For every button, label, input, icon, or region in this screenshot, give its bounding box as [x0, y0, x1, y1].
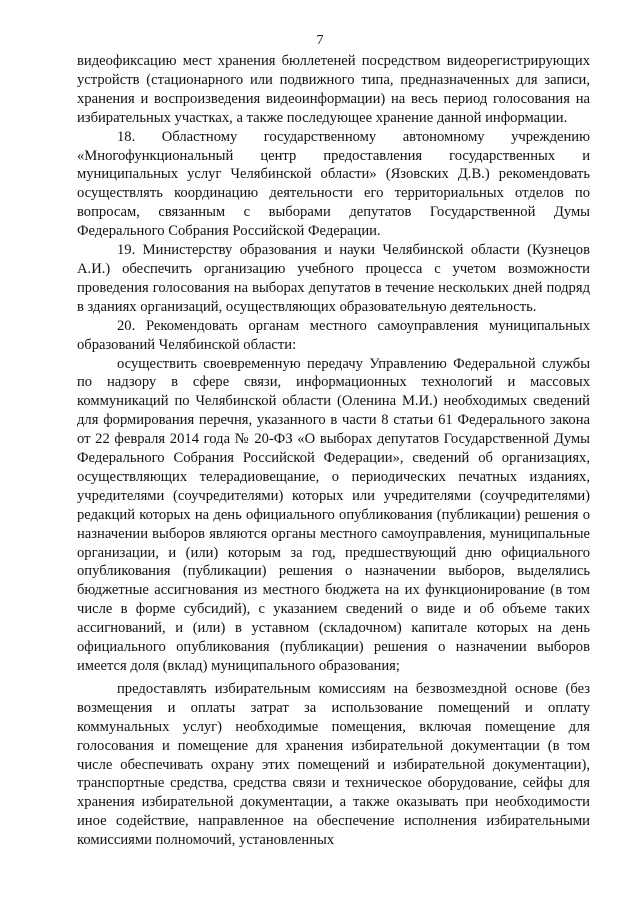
paragraph-item-18: 18. Областному государственному автономному учреждению «Многофункциональный центр предоставления государственных и муниципальных услуг Челябинской области» (Язовских Д.В.) рекомендовать осуществлять координацию деятельности его территориальных отделов по вопросам, связанным с выборами депутатов Государственной Думы Федерального Собрания Российской Федерации. [77, 128, 590, 240]
paragraph-continuation: видеофиксацию мест хранения бюллетеней посредством видеорегистрирующих устройств (стационарного или подвижного типа, предназначенных для записи, хранения и воспроизведения видеоинформации) на весь период голосования на избирательных участках, а также последующее хранение данной информации. [77, 53, 590, 126]
document-body [77, 52, 590, 850]
paragraph-item-19: 19. Министерству образования и науки Челябинской области (Кузнецов А.И.) обеспечить организацию учебного процесса с учетом возможности проведения голосования на выборах депутатов в течение нескольких дней подряд в зданиях организаций, осуществляющих образовательную деятельность. [77, 242, 590, 315]
paragraph-item-20: 20. Рекомендовать органам местного самоуправления муниципальных образований Челябинской области: [77, 317, 590, 353]
paragraph-item-20-provide-premises: предоставлять избирательным комиссиям на безвозмездной основе (без возмещения и оплаты затрат за использование помещений и оплату коммунальных услуг) необходимые помещения, включая помещение для голосования и помещение для хранения избирательной документации (в том числе обеспечивать охрану этих помещений и избирательной документации), транспортные средства, средства связи и техническое оборудование, сейфы для хранения избирательной документации, а также оказывать при необходимости иное содействие, направленное на обеспечение исполнения избирательными комиссиями полномочий, установленных [77, 680, 590, 849]
page-number: 7 [316, 33, 324, 48]
paragraph-item-20-transfer-data: осуществить своевременную передачу Управлению Федеральной службы по надзору в сфере связи, информационных технологий и массовых коммуникаций по Челябинской области (Оленина М.И.) необходимых сведений для формирования перечня, указанного в части 8 статьи 61 Федерального закона от 22 февраля 2014 года № 20-ФЗ «О выборах депутатов Государственной Думы Федерального Собрания Российской Федерации», сведений об организациях, осуществляющих телерадиовещание, о периодических печатных изданиях, учредителями (соучредителями) которых или учредителями (соучредителями) редакций которых на день официального опубликования (публикации) решения о назначении выборов являются органы местного самоуправления, муниципальные организации, и (или) которым за год, предшествующий дню официального опубликования (публикации) решения о назначении выборов, выделялись бюджетные ассигнования из местного бюджета на их функционирование (в том числе в форме субсидий), с указанием сведений о виде и об объеме таких ассигнований, и (или) в уставном (складочном) капитале которых на день официального опубликования (публикации) решения о назначении выборов имеется доля (вклад) муниципального образования; [77, 355, 590, 674]
